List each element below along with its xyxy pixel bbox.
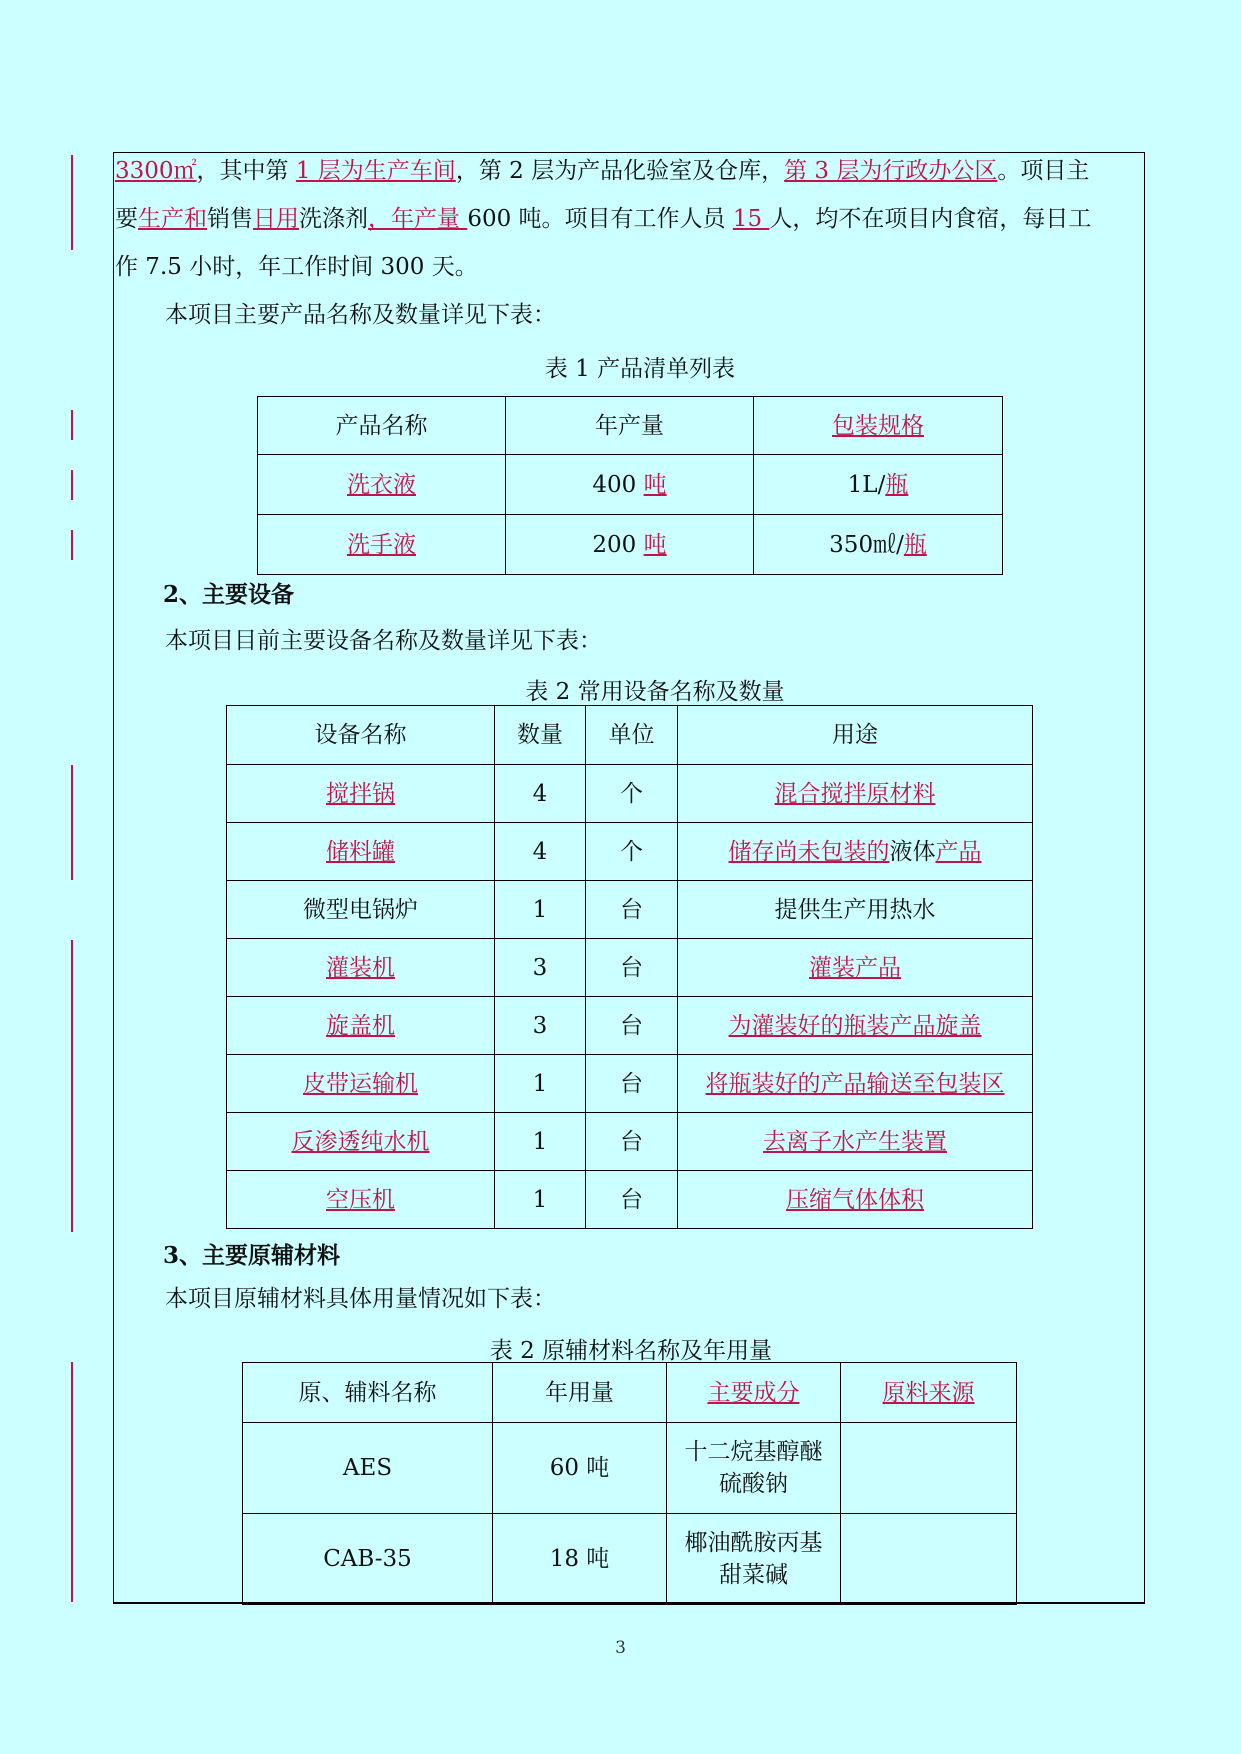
text-span: ，年产量 [368,206,468,232]
cell-text: 灌装产品 [809,954,901,981]
header-text: 包装规格 [832,412,924,439]
cell [754,515,1003,575]
table-row [227,765,1033,823]
text-span: 600 吨。项目有工作人员 [467,206,733,232]
cell: 4 [495,765,586,823]
text-span: ，第 2 层为产品化验室及仓库， [455,158,785,184]
col-header: 年产量 [506,397,754,455]
table-row [227,1113,1033,1171]
cell [678,1113,1033,1171]
revision-mark [71,530,73,560]
cell [754,455,1003,515]
cell: 微型电锅炉 [227,881,495,939]
cell-text: 为灌装好的瓶装产品旋盖 [728,1012,982,1039]
cell [678,939,1033,997]
revision-mark [71,765,73,880]
text-span: 15 [732,206,770,232]
cell: 60 吨 [493,1423,667,1514]
cell-text: 灌装机 [326,954,395,981]
cell: 台 [586,1055,678,1113]
cell-text: 液体 [889,838,936,865]
cell: 台 [586,939,678,997]
intro-line-1 [115,148,1145,195]
cell [667,1423,841,1514]
cell [667,1514,841,1605]
cell: 1 [495,881,586,939]
section3-heading: 3、主要原辅材料 [163,1242,341,1269]
col-header: 单位 [586,706,678,765]
cell: AES [243,1423,493,1514]
col-header: 用途 [678,706,1033,765]
table-row [227,997,1033,1055]
col-header: 数量 [495,706,586,765]
cell-text: 甜菜碱 [719,1562,788,1588]
cell-text: 洗衣液 [347,471,416,498]
intro-line-3: 作 7.5 小时，年工作时间 300 天。 [115,254,478,280]
cell [227,939,495,997]
cell-text: 椰油酰胺丙基 [684,1530,823,1556]
text-span: 要 [115,206,138,232]
cell: 个 [586,765,678,823]
cell: 台 [586,1171,678,1229]
cell: 台 [586,1113,678,1171]
text-span: 生产和 [138,206,207,232]
cell: 1 [495,1113,586,1171]
cell [506,515,754,575]
cell-text: 吨 [643,531,667,558]
revision-mark [71,470,73,500]
cell: 台 [586,881,678,939]
table2-caption: 表 2 常用设备名称及数量 [525,679,785,705]
materials-table [242,1362,1017,1605]
cell-text: 产品 [935,838,982,865]
cell-text: 200 [592,531,644,558]
col-header: 设备名称 [227,706,495,765]
cell-text: 皮带运输机 [303,1070,418,1097]
cell-text: 去离子水产生装置 [763,1128,947,1155]
text-span: 第 3 层为行政办公区 [784,158,998,184]
table-row [243,1514,1017,1605]
table-row [227,1055,1033,1113]
cell [678,765,1033,823]
text-span: 洗涤剂 [299,206,368,232]
cell [678,1055,1033,1113]
cell-text: 将瓶装好的产品输送至包装区 [705,1070,1005,1097]
cell-text: 瓶 [903,531,927,558]
cell: 1 [495,1171,586,1229]
cell-text: 350㎖/ [829,531,904,558]
cell-text: 吨 [643,471,667,498]
table-row [227,881,1033,939]
cell [506,455,754,515]
header-text: 原料来源 [882,1379,975,1406]
cell-text: 压缩气体体积 [786,1186,924,1213]
table-row [227,939,1033,997]
table-header-row [227,706,1033,765]
page-number: 3 [615,1638,626,1658]
cell [227,1055,495,1113]
cell-text: 储存尚未包装的 [728,838,890,865]
text-span: 日用 [253,206,299,232]
table-row [243,1423,1017,1514]
table3-caption: 表 2 原辅材料名称及年用量 [489,1338,773,1364]
cell-text: 400 [592,471,644,498]
cell: 3 [495,997,586,1055]
area-text: 3300㎡ [115,158,197,184]
text-span: 。项目主 [997,158,1090,184]
cell-text: 瓶 [885,471,909,498]
cell: 18 吨 [493,1514,667,1605]
table-row [227,823,1033,881]
text-span: 1 层为生产车间 [295,158,456,184]
cell-text: 十二烷基醇醚 [684,1439,823,1465]
cell: 个 [586,823,678,881]
cell [841,1423,1017,1514]
cell: 3 [495,939,586,997]
table-row [227,1171,1033,1229]
cell [258,515,506,575]
cell-text: 洗手液 [347,531,416,558]
section2-intro: 本项目目前主要设备名称及数量详见下表： [165,628,602,654]
cell [227,1113,495,1171]
text-span: 人，均不在项目内食宿，每日工 [769,206,1092,232]
cell [678,1171,1033,1229]
intro-line-4: 本项目主要产品名称及数量详见下表： [165,302,556,328]
revision-mark [71,410,73,440]
table-header-row [258,397,1003,455]
cell [258,455,506,515]
col-header: 年用量 [493,1363,667,1423]
cell-text: 1L/ [847,471,886,498]
cell [678,823,1033,881]
cell-text: 旋盖机 [326,1012,395,1039]
cell: 提供生产用热水 [678,881,1033,939]
cell [227,1171,495,1229]
col-header [754,397,1003,455]
col-header: 原、辅料名称 [243,1363,493,1423]
table-row [258,455,1003,515]
revision-mark [71,1362,73,1602]
section3-intro: 本项目原辅材料具体用量情况如下表： [165,1286,556,1312]
section2-heading: 2、主要设备 [163,581,295,608]
col-header [667,1363,841,1423]
cell [227,997,495,1055]
table-row [258,515,1003,575]
cell-text: 混合搅拌原材料 [774,780,936,807]
cell [678,997,1033,1055]
cell: CAB-35 [243,1514,493,1605]
product-table [257,396,1003,575]
cell-text: 储料罐 [326,838,395,865]
header-text: 主要成分 [707,1379,800,1406]
cell [227,765,495,823]
table1-caption: 表 1 产品清单列表 [544,356,736,382]
cell-text: 反渗透纯水机 [291,1128,430,1155]
col-header [841,1363,1017,1423]
equipment-table [226,705,1033,1229]
intro-line-2 [115,196,1145,243]
cell [227,823,495,881]
cell-text: 硫酸钠 [719,1471,788,1497]
text-span: 销售 [207,206,253,232]
revision-mark [71,155,73,250]
cell-text: 空压机 [326,1186,395,1213]
cell: 4 [495,823,586,881]
col-header: 产品名称 [258,397,506,455]
text-span: ，其中第 [196,158,296,184]
table-header-row [243,1363,1017,1423]
cell-text: 搅拌锅 [326,780,395,807]
cell [841,1514,1017,1605]
cell: 1 [495,1055,586,1113]
cell: 台 [586,997,678,1055]
revision-mark [71,940,73,1232]
